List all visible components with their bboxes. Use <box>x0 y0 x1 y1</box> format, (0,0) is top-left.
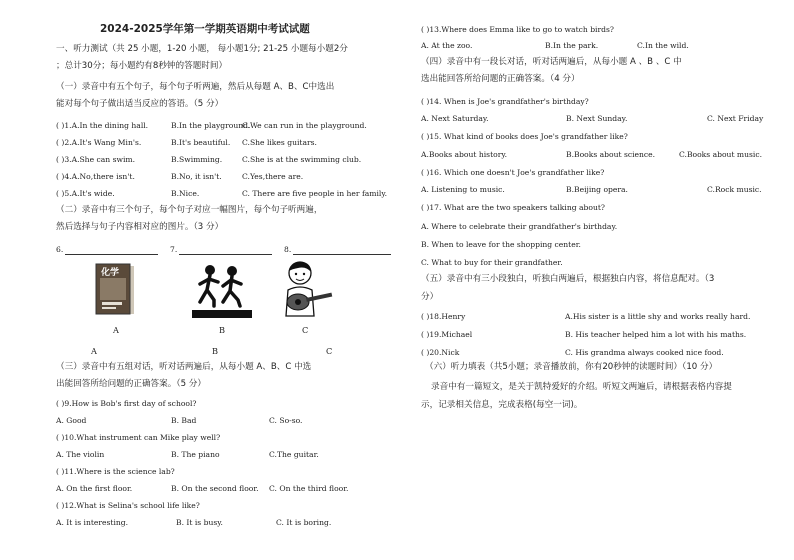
q1-stem: ( )1.A.In the dining hall. <box>56 121 149 130</box>
q10-stem: ( )10.What instrument can Mike play well? <box>56 433 221 442</box>
q8-number: 8. <box>284 245 292 254</box>
picture-c-guitar-boy <box>278 260 334 324</box>
q7-number: 7. <box>170 245 178 254</box>
section3-instruction-cont: 出能回答所给问题的正确答案。（5 分） <box>56 379 206 389</box>
q13-option-c: C.In the wild. <box>637 41 689 50</box>
q8-answer-blank[interactable] <box>293 244 391 255</box>
q16-stem: ( )16. Which one doesn't Joe's grandfather like? <box>421 168 605 177</box>
page-title: 2024-2025学年第一学期英语期中考试试题 <box>100 23 310 35</box>
q14-option-c: C. Next Friday <box>707 114 764 123</box>
q9-option-c: C. So-so. <box>269 416 303 425</box>
choice-a-label: A <box>91 346 97 356</box>
match-option-b: B. His teacher helped him a lot with his maths. <box>565 330 747 339</box>
q2-option-c: C.She likes guitars. <box>242 138 317 147</box>
q19-stem: ( )19.Michael <box>421 330 473 339</box>
section4-instruction-cont: 选出能回答所给问题的正确答案。（4 分） <box>421 74 580 84</box>
q3-option-c: C.She is at the swimming club. <box>242 155 362 164</box>
q17-option-c: C. What to buy for their grandfather. <box>421 258 563 267</box>
picture-b-runners <box>190 262 254 324</box>
q15-option-a: A.Books about history. <box>421 150 508 159</box>
q14-option-b: B. Next Sunday. <box>566 114 628 123</box>
section1-instruction: （一）录音中有五个句子，每个句子听两遍，然后从每题 A、B、C中选出 <box>56 82 335 92</box>
q11-stem: ( )11.Where is the science lab? <box>56 467 175 476</box>
q6-answer-blank[interactable] <box>65 244 158 255</box>
picture-a-label: A <box>113 325 119 335</box>
q17-option-a: A. Where to celebrate their grandfather's birthday. <box>421 222 618 231</box>
q5-stem: ( )5.A.It's wide. <box>56 189 115 198</box>
q12-option-a: A. It is interesting. <box>56 518 129 527</box>
q7-answer-blank[interactable] <box>179 244 272 255</box>
q3-option-b: B.Swimming. <box>171 155 223 164</box>
q9-stem: ( )9.How is Bob's first day of school? <box>56 399 197 408</box>
book-cover-title: 化学 <box>101 268 120 278</box>
q9-option-b: B. Bad <box>171 416 197 425</box>
section5-instruction: （五）录音中有三小段独白，听独白两遍后，根据独白内容，将信息配对。（3 <box>421 274 715 284</box>
section5-instruction-cont: 分） <box>421 292 439 302</box>
picture-c-label: C <box>302 325 309 335</box>
match-option-a: A.His sister is a little shy and works really hard. <box>565 312 751 321</box>
q10-option-b: B. The piano <box>171 450 220 459</box>
q20-stem: ( )20.Nick <box>421 348 460 357</box>
section2-instruction-cont: 然后选择与句子内容相对应的图片。（3 分） <box>56 222 224 232</box>
q14-stem: ( )14. When is Joe's grandfather's birthday? <box>421 97 589 106</box>
q12-option-b: B. It is busy. <box>176 518 223 527</box>
q10-option-c: C.The guitar. <box>269 450 319 459</box>
q4-option-b: B.No, it isn't. <box>171 172 222 181</box>
q10-option-a: A. The violin <box>56 450 105 459</box>
match-option-c: C. His grandma always cooked nice food. <box>565 348 724 357</box>
q2-option-b: B.It's beautiful. <box>171 138 231 147</box>
q17-stem: ( )17. What are the two speakers talking about? <box>421 203 605 212</box>
section2-instruction: （二）录音中有三个句子，每个句子对应一幅图片，每个句子听两遍， <box>56 205 323 215</box>
q2-stem: ( )2.A.It's Wang Min's. <box>56 138 142 147</box>
q16-option-c: C.Rock music. <box>707 185 762 194</box>
q12-stem: ( )12.What is Selina's school life like? <box>56 501 200 510</box>
section1-instruction-cont: 能对每个句子做出适当反应的答语。（5 分） <box>56 99 224 109</box>
section4-instruction: （四）录音中有一段长对话，听对话两遍后，从每小题 A 、B 、C 中 <box>421 57 682 67</box>
section6-body: 录音中有一篇短文，是关于凯特爱好的介绍。听短文两遍后，请根据表格内容提 <box>431 382 732 392</box>
picture-a-chemistry-book <box>94 262 136 322</box>
q3-stem: ( )3.A.She can swim. <box>56 155 136 164</box>
q18-stem: ( )18.Henry <box>421 312 466 321</box>
q16-option-a: A. Listening to music. <box>421 185 505 194</box>
q5-option-b: B.Nice. <box>171 189 200 198</box>
q13-stem: ( )13.Where does Emma like to go to watch birds? <box>421 25 614 34</box>
q17-option-b: B. When to leave for the shopping center. <box>421 240 581 249</box>
q1-option-c: C.We can run in the playground. <box>242 121 367 130</box>
choice-b-label: B <box>212 346 219 356</box>
q5-option-c: C. There are five people in her family. <box>242 189 388 198</box>
q4-stem: ( )4.A.No,there isn't. <box>56 172 135 181</box>
section6-heading: （六）听力填表（共5小题；录音播放前，你有20秒钟的读题时间）（10 分） <box>425 362 718 372</box>
q14-option-a: A. Next Saturday. <box>421 114 489 123</box>
q15-option-c: C.Books about music. <box>679 150 762 159</box>
q11-option-b: B. On the second floor. <box>171 484 259 493</box>
part1-heading: 一、听力测试（共 25 小题，1-20 小题， 每小题1分; 21-25 小题每小题2分 <box>56 44 348 54</box>
q12-option-c: C. It is boring. <box>276 518 332 527</box>
q11-option-c: C. On the third floor. <box>269 484 349 493</box>
part1-heading-cont: ；总计30分；每小题约有8秒钟的答题时间） <box>56 61 228 71</box>
q4-option-c: C.Yes,there are. <box>242 172 304 181</box>
section6-body-cont: 示，记录相关信息，完成表格(每空一词)。 <box>421 400 583 410</box>
q16-option-b: B.Beijing opera. <box>566 185 628 194</box>
section3-instruction: （三）录音中有五组对话，听对话两遍后，从每小题 A、B、C 中选 <box>56 362 312 372</box>
q13-option-a: A. At the zoo. <box>421 41 473 50</box>
q1-option-b: B.In the playground. <box>171 121 251 130</box>
choice-c-label: C <box>326 346 333 356</box>
q6-number: 6. <box>56 245 64 254</box>
q9-option-a: A. Good <box>56 416 87 425</box>
q11-option-a: A. On the first floor. <box>56 484 133 493</box>
q15-stem: ( )15. What kind of books does Joe's grandfather like? <box>421 132 628 141</box>
picture-b-label: B <box>219 325 226 335</box>
q13-option-b: B.In the park. <box>545 41 599 50</box>
q15-option-b: B.Books about science. <box>566 150 656 159</box>
